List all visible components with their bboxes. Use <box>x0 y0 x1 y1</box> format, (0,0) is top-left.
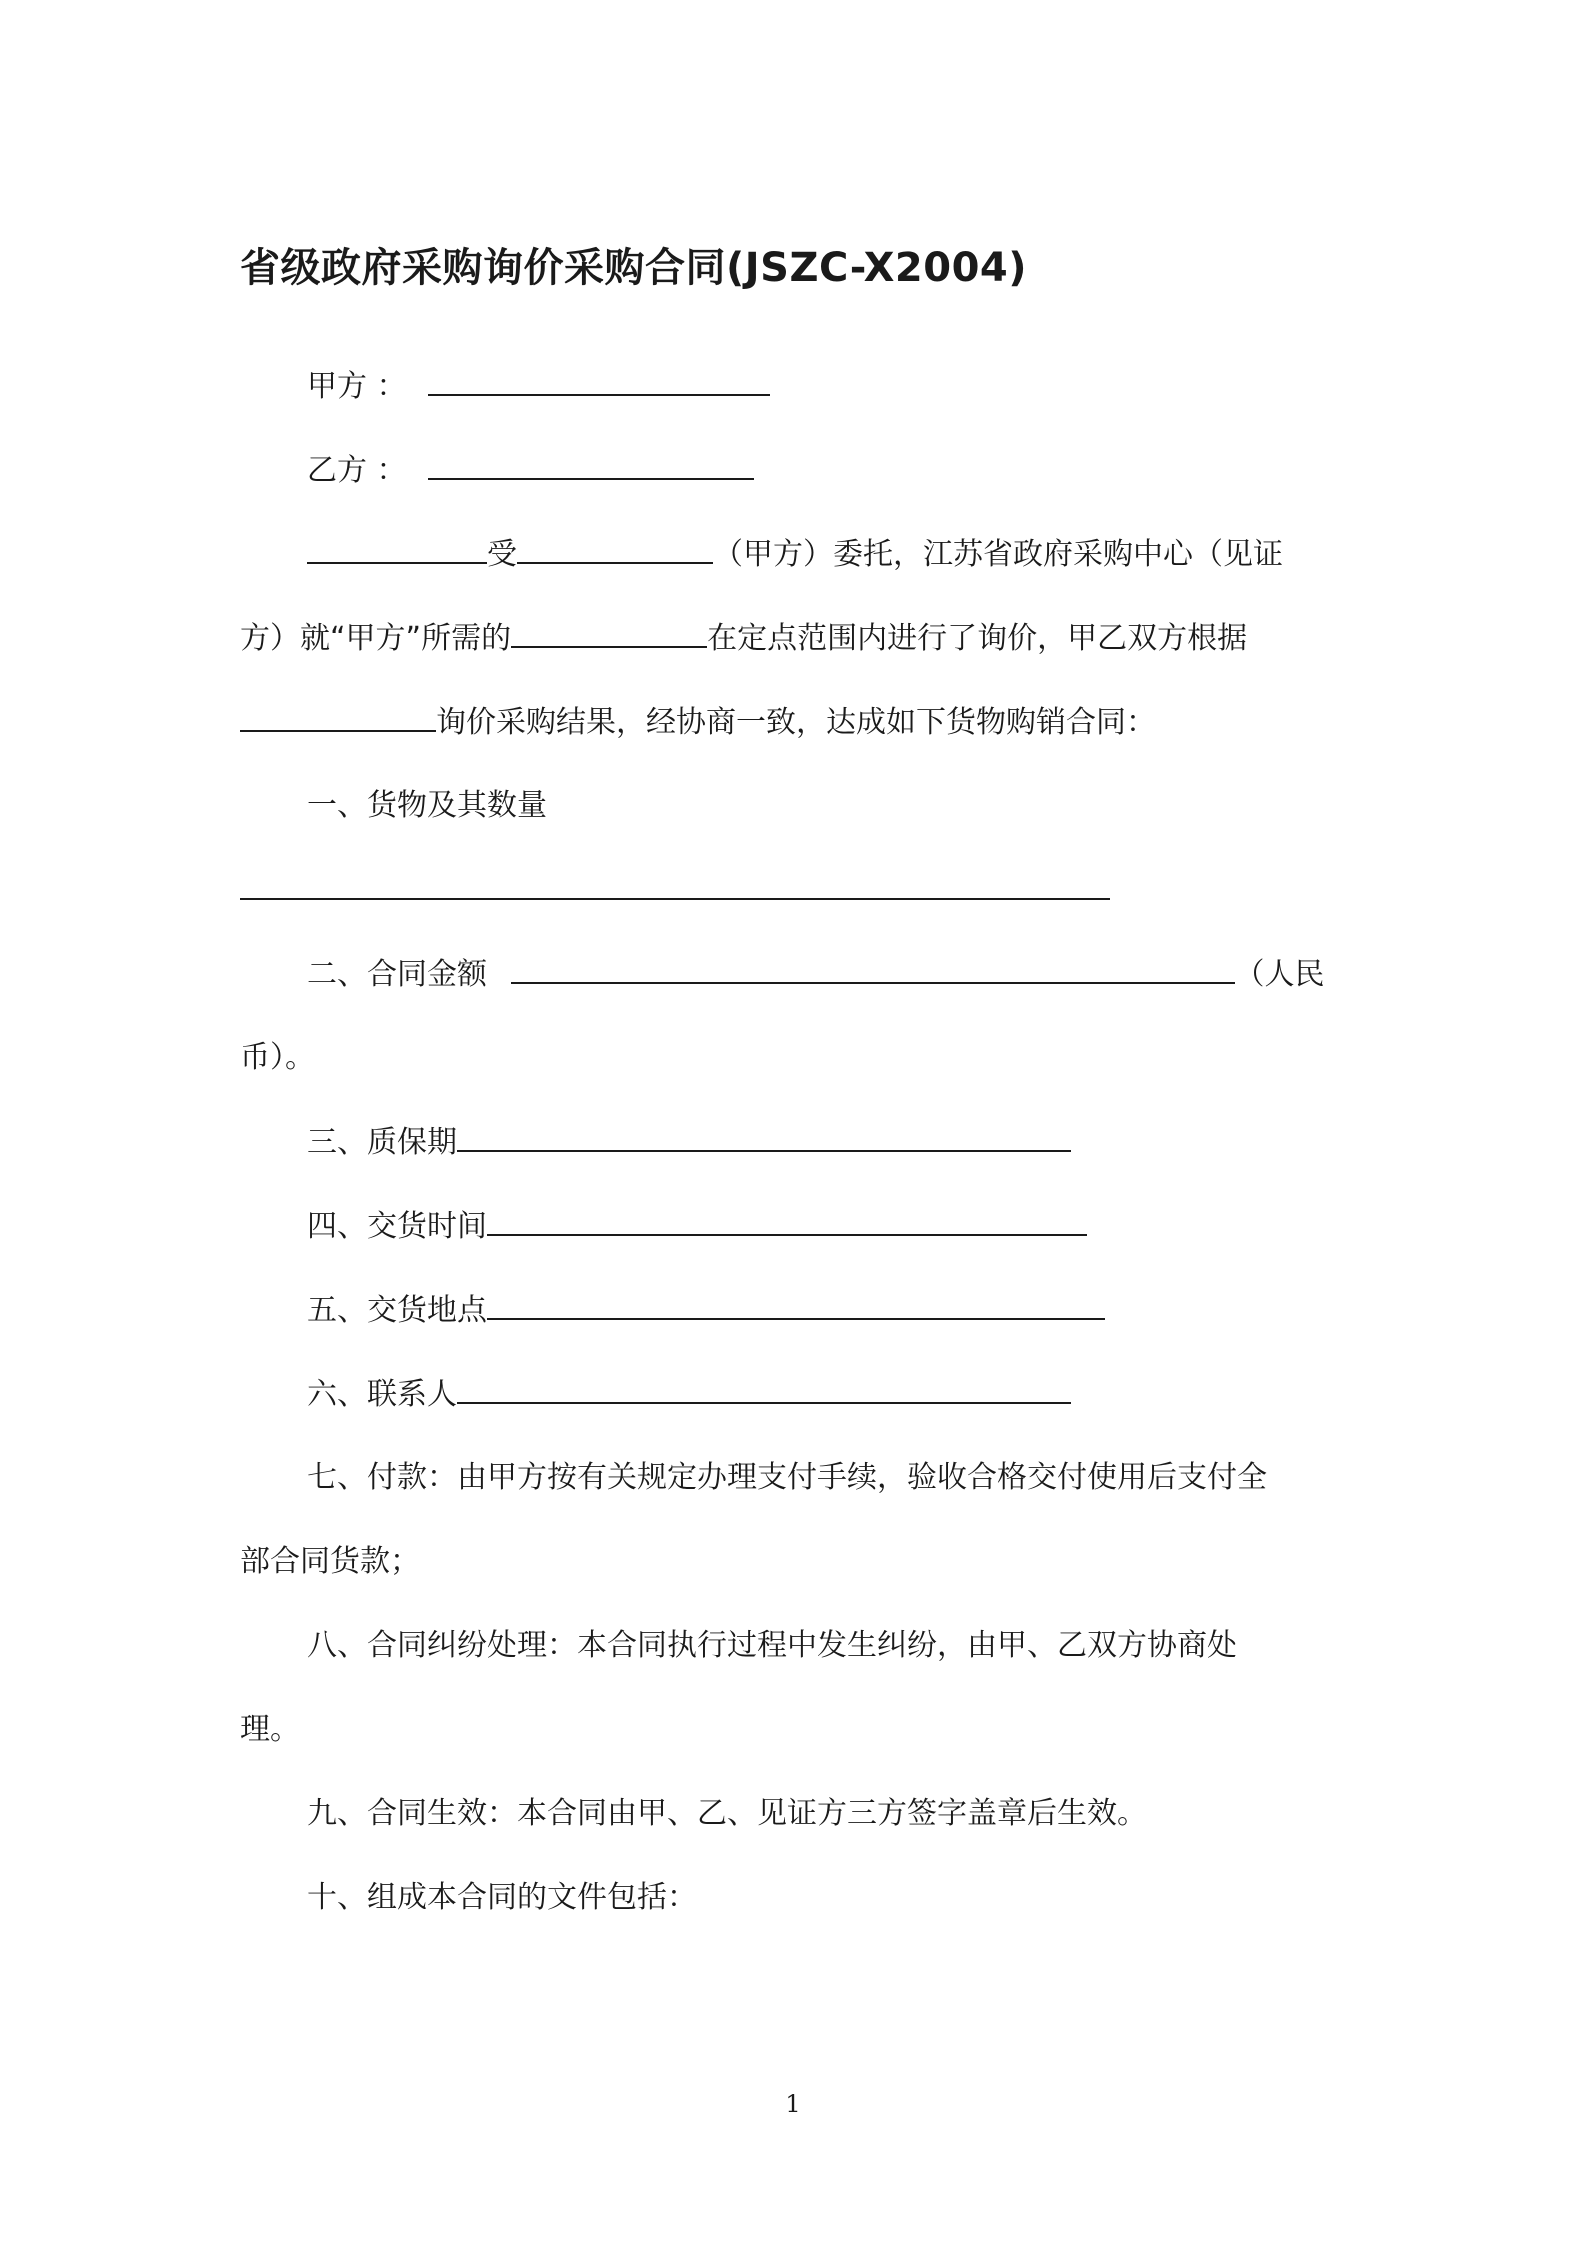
contract-amount-blank <box>511 954 1235 984</box>
clause-4-label: 四、交货时间 <box>307 1209 487 1244</box>
clause-2-suffix: （人民 <box>1234 957 1325 992</box>
goods-blank <box>511 618 707 648</box>
goods-quantity-line <box>240 870 1110 911</box>
delivery-place-blank <box>487 1290 1105 1320</box>
contact-person-blank <box>457 1374 1071 1404</box>
clause-3-line <box>307 1122 1071 1163</box>
intro-line-1 <box>307 534 1283 575</box>
clause-6-label: 六、联系人 <box>307 1377 457 1412</box>
clause-8: 八、合同纠纷处理：本合同执行过程中发生纠纷，由甲、乙双方协商处 <box>307 1628 1237 1663</box>
intro-line2-end: 在定点范围内进行了询价，甲乙双方根据 <box>707 621 1248 656</box>
page-number: 1 <box>785 2090 801 2118</box>
client-blank <box>517 534 713 564</box>
clause-8-continuation: 理。 <box>240 1712 300 1747</box>
warranty-blank <box>457 1122 1071 1152</box>
clause-1-heading: 一、货物及其数量 <box>307 788 547 823</box>
party-a-label: 甲方 ： <box>307 369 407 404</box>
clause-9: 九、合同生效：本合同由甲、乙、见证方三方签字盖章后生效。 <box>307 1796 1147 1831</box>
clause-3-label: 三、质保期 <box>307 1125 457 1160</box>
clause-5-label: 五、交货地点 <box>307 1293 487 1328</box>
clause-10: 十、组成本合同的文件包括： <box>307 1880 697 1915</box>
delivery-time-blank <box>487 1206 1087 1236</box>
party-b-label: 乙方 ： <box>307 453 407 488</box>
intro-line-2 <box>240 618 1247 659</box>
clause-4-line <box>307 1206 1087 1247</box>
clause-2-label: 二、合同金额 <box>307 957 487 992</box>
clause-6-line <box>307 1374 1071 1415</box>
supplier-blank <box>307 534 487 564</box>
party-b-blank <box>428 450 754 480</box>
intro-entrusted-by: 受 <box>487 537 517 572</box>
goods-quantity-blank <box>240 870 1110 900</box>
intro-entrusted-rest: （甲方）委托，江苏省政府采购中心（见证 <box>713 537 1283 572</box>
party-a-line <box>307 366 770 407</box>
basis-blank <box>240 702 436 732</box>
clause-7-continuation: 部合同货款； <box>240 1544 420 1579</box>
clause-5-line <box>307 1290 1105 1331</box>
intro-line2-start: 方）就“甲方”所需的 <box>240 621 512 656</box>
party-a-blank <box>428 366 770 396</box>
party-b-line <box>307 450 754 491</box>
intro-line-3 <box>240 702 1156 743</box>
clause-7: 七、付款：由甲方按有关规定办理支付手续，验收合格交付使用后支付全 <box>307 1460 1267 1495</box>
document-title: 省级政府采购询价采购合同(JSZC-X2004) <box>240 245 1028 291</box>
clause-2-line <box>307 954 1325 995</box>
intro-line3-end: 询价采购结果，经协商一致，达成如下货物购销合同： <box>436 705 1156 740</box>
clause-2-continuation: 币）。 <box>240 1040 315 1075</box>
